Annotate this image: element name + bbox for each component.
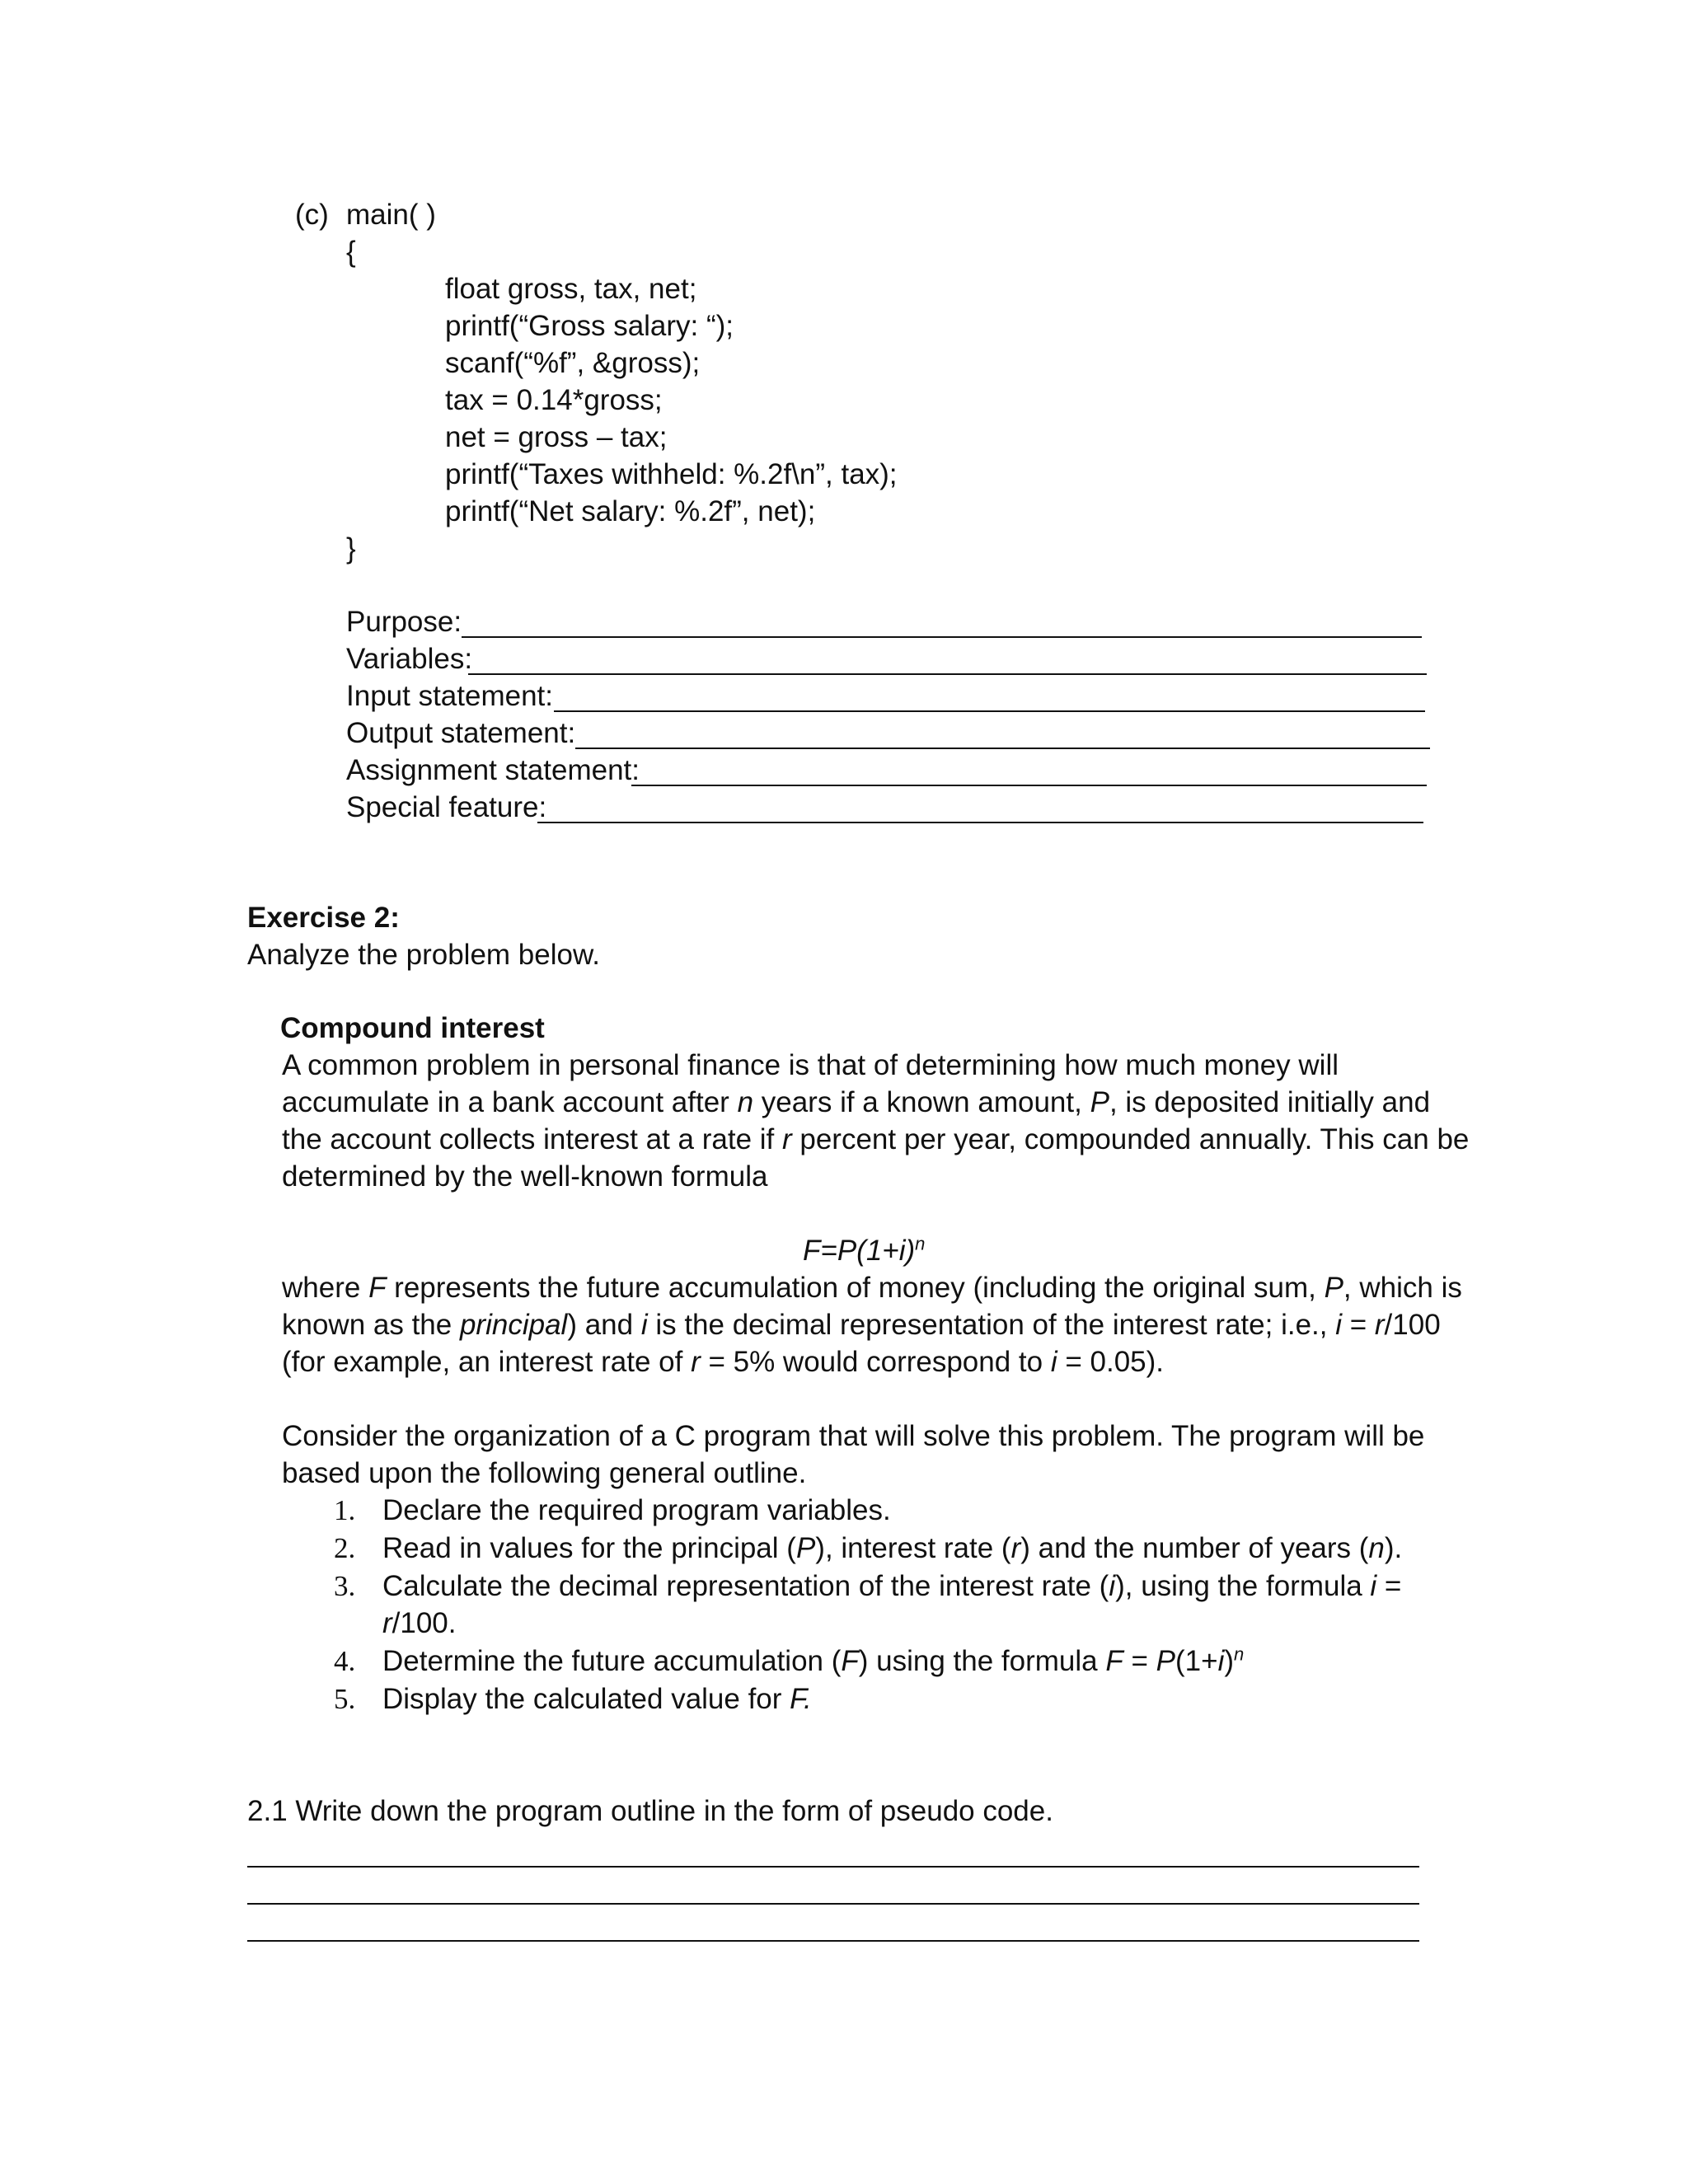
var-f: F (841, 1645, 859, 1677)
var-f: F. (790, 1683, 812, 1715)
paragraph-line (282, 1047, 1339, 1084)
var-i: i (1370, 1570, 1377, 1602)
var-i: i (1050, 1346, 1057, 1378)
var-r: r (781, 1123, 792, 1155)
field-label-purpose: Purpose: (346, 606, 462, 638)
text: ) using the formula (858, 1645, 1106, 1677)
var-i: i (640, 1309, 648, 1341)
answer-line-variables[interactable] (468, 673, 1427, 675)
exercise-intro: Analyze the problem below. (247, 939, 601, 971)
paragraph-line (282, 1418, 1424, 1455)
field-label-assignment-statement: Assignment statement: (346, 754, 640, 786)
paragraph-line (282, 1122, 1469, 1158)
step-text (382, 1643, 1244, 1680)
answer-line-assignment-statement[interactable] (631, 785, 1427, 786)
question-2-1: 2.1 Write down the program outline in the form of pseudo code. (247, 1795, 1053, 1827)
formula-exponent: n (915, 1233, 926, 1254)
text: , is deposited initially and (1109, 1086, 1431, 1118)
text: ) (1224, 1645, 1235, 1677)
text: /100. (392, 1607, 457, 1639)
answer-line-output-statement[interactable] (575, 748, 1430, 749)
formula (803, 1233, 925, 1269)
step-number: 4. (334, 1645, 356, 1677)
section-label: (c) (295, 199, 329, 231)
text: Read in values for the principal ( (382, 1532, 796, 1564)
term-principal: principal (459, 1309, 568, 1341)
field-label-input-statement: Input statement: (346, 680, 553, 712)
code-line: printf(“Gross salary: “); (445, 310, 734, 342)
var-r: r (691, 1346, 701, 1378)
var-f: F (368, 1272, 387, 1304)
field-label-variables: Variables: (346, 643, 473, 675)
text: represents the future accumulation of money (including the original sum, (386, 1272, 1325, 1304)
answer-line[interactable] (247, 1866, 1419, 1868)
paragraph-line (282, 1085, 1430, 1121)
formula-main: F=P(1+i) (803, 1235, 916, 1267)
paragraph-line (282, 1159, 767, 1195)
step-number: 1. (334, 1494, 356, 1526)
var-i: i (1109, 1570, 1116, 1602)
answer-line[interactable] (247, 1903, 1419, 1905)
text: = (1123, 1645, 1156, 1677)
exponent-n: n (1234, 1643, 1245, 1665)
var-r: r (1374, 1309, 1385, 1341)
step-text-continued (382, 1605, 457, 1642)
code-line: printf(“Net salary: %.2f”, net); (445, 495, 816, 527)
text: ). (1384, 1532, 1403, 1564)
exercise-heading: Exercise 2: (247, 902, 400, 934)
text: Calculate the decimal representation of the interest rate ( (382, 1570, 1109, 1602)
step-text (382, 1530, 1402, 1567)
paragraph-line (282, 1307, 1441, 1343)
text: (for example, an interest rate of (282, 1346, 692, 1378)
var-p: P (1324, 1272, 1343, 1304)
field-label-output-statement: Output statement: (346, 717, 576, 749)
text: ), interest rate ( (815, 1532, 1011, 1564)
text: the account collects interest at a rate if (282, 1123, 782, 1155)
var-n: n (1368, 1532, 1385, 1564)
var-n: n (737, 1086, 754, 1118)
text: ) and the number of years ( (1020, 1532, 1369, 1564)
text: = (1342, 1309, 1375, 1341)
var-p: P (795, 1532, 816, 1564)
answer-line[interactable] (247, 1940, 1419, 1942)
text: where (282, 1272, 369, 1304)
open-brace: { (346, 236, 356, 268)
code-line: tax = 0.14*gross; (445, 384, 663, 416)
text: accumulate in a bank account after (282, 1086, 738, 1118)
text: percent per year, compounded annually. This can be (791, 1123, 1470, 1155)
var-p: P (1156, 1645, 1176, 1677)
text: Determine the future accumulation ( (382, 1645, 842, 1677)
close-brace: } (346, 532, 356, 565)
paragraph-line (282, 1270, 1462, 1306)
code-line: float gross, tax, net; (445, 273, 697, 305)
text: = 5% would correspond to (700, 1346, 1051, 1378)
code-line: net = gross – tax; (445, 421, 668, 453)
step-number: 5. (334, 1683, 356, 1715)
step-text (382, 1681, 812, 1718)
var-i: i (1217, 1645, 1225, 1677)
main-declaration: main( ) (346, 199, 436, 231)
var-r: r (1010, 1532, 1021, 1564)
text: , which is (1343, 1272, 1462, 1304)
code-line: scanf(“%f”, &gross); (445, 347, 701, 379)
code-line: printf(“Taxes withheld: %.2f\n”, tax); (445, 458, 898, 490)
text: Display the calculated value for (382, 1683, 790, 1715)
answer-line-input-statement[interactable] (554, 710, 1425, 712)
step-number: 3. (334, 1570, 356, 1602)
field-label-special-feature: Special feature: (346, 791, 547, 823)
text: determined by the well-known formula (282, 1160, 768, 1193)
answer-line-purpose[interactable] (462, 636, 1422, 638)
paragraph-line (282, 1344, 1164, 1380)
text: = (1376, 1570, 1402, 1602)
text: is the decimal representation of the interest rate; i.e., (647, 1309, 1336, 1341)
paragraph-line (282, 1455, 806, 1492)
step-text (382, 1568, 1401, 1605)
step-number: 2. (334, 1532, 356, 1564)
var-i: i (1335, 1309, 1342, 1341)
var-p: P (1090, 1086, 1109, 1118)
step-text: Declare the required program variables. (382, 1494, 891, 1526)
text: A common problem in personal finance is that of determining how much money will (282, 1049, 1339, 1081)
text: known as the (282, 1309, 460, 1341)
problem-title: Compound interest (280, 1012, 545, 1044)
var-r: r (382, 1607, 392, 1639)
text: years if a known amount, (753, 1086, 1090, 1118)
answer-line-special-feature[interactable] (537, 822, 1423, 823)
text: ) and (567, 1309, 641, 1341)
text: /100 (1384, 1309, 1441, 1341)
text: Consider the organization of a C program that will solve this problem. The program will be (282, 1420, 1425, 1452)
text: based upon the following general outline. (282, 1457, 807, 1489)
text: ), using the formula (1115, 1570, 1371, 1602)
var-f: F (1105, 1645, 1123, 1677)
text: (1+ (1175, 1645, 1218, 1677)
text: = 0.05). (1057, 1346, 1165, 1378)
